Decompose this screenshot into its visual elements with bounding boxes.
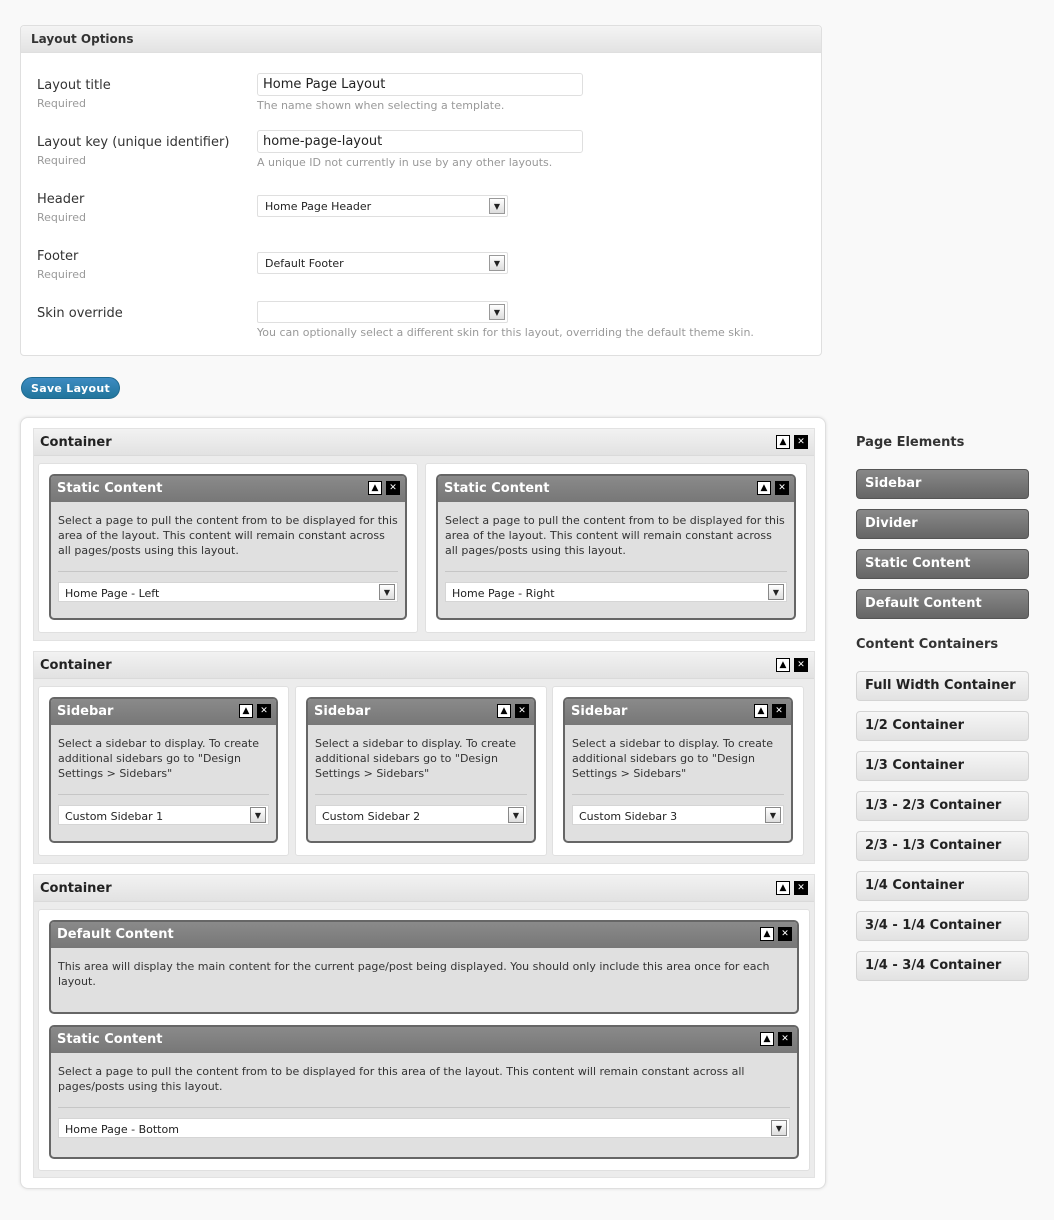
container-1[interactable] <box>33 428 815 641</box>
sidebar-select-value: Custom Sidebar 1 <box>65 810 164 823</box>
sidebar-select-value: Custom Sidebar 2 <box>322 810 421 823</box>
close-icon[interactable]: ✕ <box>775 481 789 495</box>
page-elements-title: Page Elements <box>856 435 965 450</box>
container-header[interactable] <box>34 875 814 902</box>
divider <box>58 571 398 572</box>
module-title: Default Content <box>57 927 174 942</box>
divider <box>445 571 787 572</box>
save-layout-button[interactable]: Save Layout <box>21 377 120 399</box>
sidebar-select[interactable] <box>572 805 784 825</box>
content-containers-title: Content Containers <box>856 637 999 652</box>
module-header[interactable] <box>308 699 534 725</box>
header-label: Header <box>37 192 85 207</box>
page-element-static-content[interactable]: Static Content <box>856 549 1029 579</box>
container-full-width[interactable]: Full Width Container <box>856 671 1029 701</box>
sidebar-select-value: Custom Sidebar 3 <box>579 810 678 823</box>
close-icon[interactable]: ✕ <box>778 927 792 941</box>
footer-select[interactable] <box>257 252 508 274</box>
static-content-module[interactable] <box>49 474 407 620</box>
module-header[interactable] <box>565 699 791 725</box>
dropdown-arrow-icon[interactable]: ▼ <box>250 807 266 823</box>
collapse-up-icon[interactable]: ▲ <box>760 927 774 941</box>
layout-key-row <box>37 135 807 167</box>
module-title: Sidebar <box>571 704 628 719</box>
header-select[interactable] <box>257 195 508 217</box>
layout-title-hint: The name shown when selecting a template. <box>257 99 505 112</box>
page-select[interactable] <box>445 582 787 602</box>
skin-override-row <box>37 306 807 339</box>
header-row <box>37 192 807 224</box>
footer-select-value: Default Footer <box>265 257 344 270</box>
static-content-module[interactable] <box>436 474 796 620</box>
close-icon[interactable]: ✕ <box>794 435 808 449</box>
container-quarter[interactable]: 1/4 Container <box>856 871 1029 901</box>
module-header[interactable] <box>438 476 794 502</box>
module-title: Static Content <box>444 481 550 496</box>
collapse-up-icon[interactable]: ▲ <box>368 481 382 495</box>
container-third[interactable]: 1/3 Container <box>856 751 1029 781</box>
divider <box>572 794 784 795</box>
layout-key-hint: A unique ID not currently in use by any other layouts. <box>257 156 553 169</box>
page-select-value: Home Page - Left <box>65 587 160 600</box>
skin-override-select[interactable] <box>257 301 508 323</box>
module-description: This area will display the main content for the current page/post being displayed. You should only include this area once for each layout. <box>58 960 770 988</box>
column <box>38 463 418 633</box>
container-half[interactable]: 1/2 Container <box>856 711 1029 741</box>
layout-key-input[interactable] <box>257 130 583 153</box>
module-header[interactable] <box>51 699 276 725</box>
layout-key-required: Required <box>37 154 86 167</box>
divider <box>315 794 527 795</box>
module-header[interactable] <box>51 1027 797 1053</box>
module-description: Select a sidebar to display. To create additional sidebars go to "Design Settings > Sidebars" <box>58 737 259 780</box>
container-three-quarters-quarter[interactable]: 3/4 - 1/4 Container <box>856 911 1029 941</box>
collapse-up-icon[interactable]: ▲ <box>776 881 790 895</box>
layout-options-panel <box>20 25 822 356</box>
module-description: Select a sidebar to display. To create additional sidebars go to "Design Settings > Sidebars" <box>315 737 516 780</box>
column <box>552 686 804 856</box>
container-header[interactable] <box>34 652 814 679</box>
sidebar-module[interactable] <box>563 697 793 843</box>
close-icon[interactable]: ✕ <box>257 704 271 718</box>
container-2[interactable] <box>33 651 815 864</box>
layout-key-label: Layout key (unique identifier) <box>37 135 230 150</box>
collapse-up-icon[interactable]: ▲ <box>754 704 768 718</box>
module-description: Select a page to pull the content from to be displayed for this area of the layout. This content will remain constant across all pages/posts using this layout. <box>58 1065 745 1093</box>
page-element-divider[interactable]: Divider <box>856 509 1029 539</box>
collapse-up-icon[interactable]: ▲ <box>239 704 253 718</box>
header-required: Required <box>37 211 86 224</box>
module-description: Select a page to pull the content from to be displayed for this area of the layout. This content will remain constant across all pages/posts using this layout. <box>445 514 785 557</box>
container-third-two-thirds[interactable]: 1/3 - 2/3 Container <box>856 791 1029 821</box>
page-element-sidebar[interactable]: Sidebar <box>856 469 1029 499</box>
column <box>295 686 547 856</box>
divider <box>58 1107 790 1108</box>
sidebar-select[interactable] <box>58 805 269 825</box>
module-description: Select a page to pull the content from to be displayed for this area of the layout. This content will remain constant across all pages/posts using this layout. <box>58 514 398 557</box>
collapse-up-icon[interactable]: ▲ <box>757 481 771 495</box>
module-title: Static Content <box>57 481 163 496</box>
page-select[interactable] <box>58 582 398 602</box>
static-content-module[interactable] <box>49 1025 799 1159</box>
sidebar-select[interactable] <box>315 805 527 825</box>
dropdown-arrow-icon[interactable]: ▼ <box>379 584 395 600</box>
footer-required: Required <box>37 268 86 281</box>
container-title: Container <box>40 881 112 896</box>
close-icon[interactable]: ✕ <box>794 658 808 672</box>
container-header[interactable] <box>34 429 814 456</box>
skin-override-label: Skin override <box>37 306 123 321</box>
layout-title-input[interactable] <box>257 73 583 96</box>
close-icon[interactable]: ✕ <box>778 1032 792 1046</box>
column <box>38 686 289 856</box>
divider <box>58 794 269 795</box>
close-icon[interactable]: ✕ <box>386 481 400 495</box>
layout-title-label: Layout title <box>37 78 111 93</box>
column <box>425 463 807 633</box>
module-description: Select a sidebar to display. To create additional sidebars go to "Design Settings > Sidebars" <box>572 737 773 780</box>
close-icon[interactable]: ✕ <box>515 704 529 718</box>
layout-builder <box>20 417 826 1189</box>
dropdown-arrow-icon[interactable]: ▼ <box>771 1120 787 1136</box>
dropdown-arrow-icon[interactable]: ▼ <box>489 304 505 320</box>
dropdown-arrow-icon[interactable]: ▼ <box>768 584 784 600</box>
page-element-default-content[interactable]: Default Content <box>856 589 1029 619</box>
close-icon[interactable]: ✕ <box>794 881 808 895</box>
container-quarter-three-quarters[interactable]: 1/4 - 3/4 Container <box>856 951 1029 981</box>
layout-options-title: Layout Options <box>21 26 821 53</box>
page-select-value: Home Page - Bottom <box>65 1123 179 1136</box>
module-title: Sidebar <box>314 704 371 719</box>
sidebar-module[interactable] <box>49 697 278 843</box>
column <box>38 909 810 1171</box>
module-title: Sidebar <box>57 704 114 719</box>
footer-row <box>37 249 807 281</box>
sidebar-module[interactable] <box>306 697 536 843</box>
dropdown-arrow-icon[interactable]: ▼ <box>765 807 781 823</box>
collapse-up-icon[interactable]: ▲ <box>497 704 511 718</box>
container-3[interactable] <box>33 874 815 1178</box>
module-title: Static Content <box>57 1032 163 1047</box>
container-title: Container <box>40 435 112 450</box>
collapse-up-icon[interactable]: ▲ <box>776 435 790 449</box>
collapse-up-icon[interactable]: ▲ <box>776 658 790 672</box>
collapse-up-icon[interactable]: ▲ <box>760 1032 774 1046</box>
page-select[interactable] <box>58 1118 790 1138</box>
module-header[interactable] <box>51 476 405 502</box>
footer-label: Footer <box>37 249 79 264</box>
container-two-thirds-third[interactable]: 2/3 - 1/3 Container <box>856 831 1029 861</box>
container-title: Container <box>40 658 112 673</box>
header-select-value: Home Page Header <box>265 200 372 213</box>
module-header[interactable] <box>51 922 797 948</box>
page-select-value: Home Page - Right <box>452 587 555 600</box>
close-icon[interactable]: ✕ <box>772 704 786 718</box>
layout-title-required: Required <box>37 97 86 110</box>
dropdown-arrow-icon[interactable]: ▼ <box>489 255 505 271</box>
default-content-module[interactable] <box>49 920 799 1014</box>
dropdown-arrow-icon[interactable]: ▼ <box>489 198 505 214</box>
dropdown-arrow-icon[interactable]: ▼ <box>508 807 524 823</box>
layout-title-row <box>37 78 807 110</box>
skin-override-hint: You can optionally select a different skin for this layout, overriding the default theme skin. <box>257 326 754 339</box>
